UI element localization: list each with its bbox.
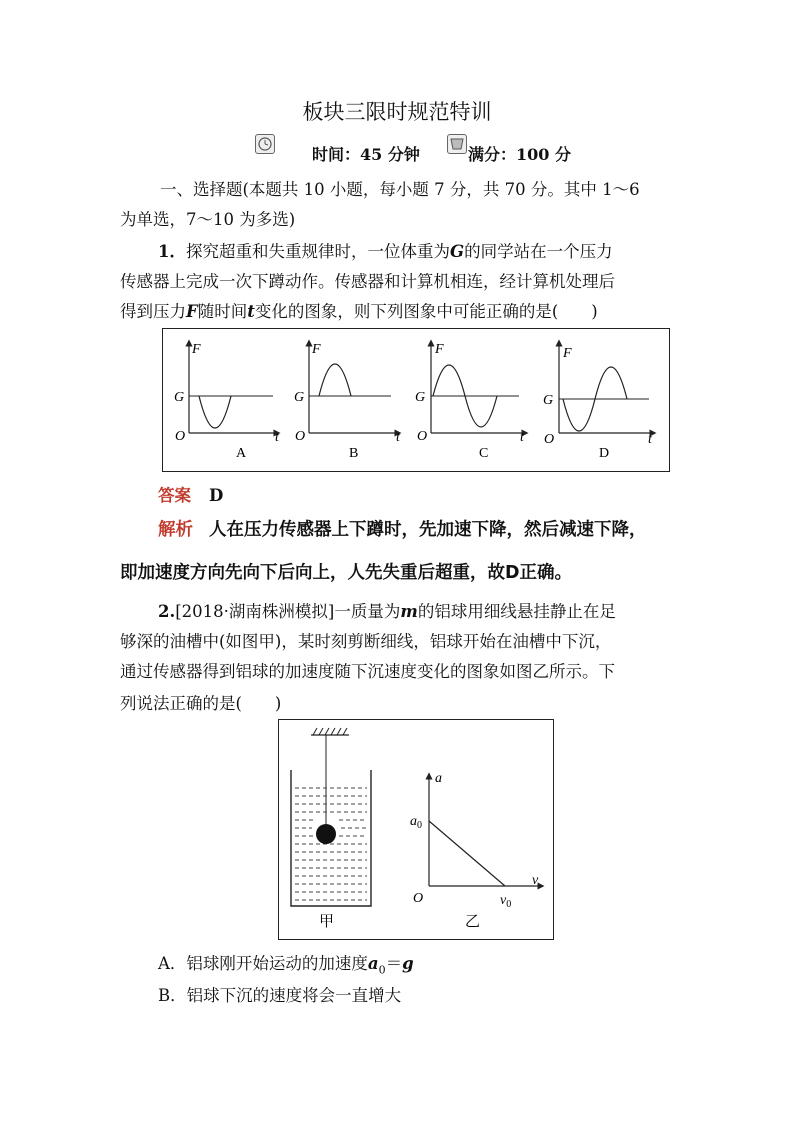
graph-c-g: G <box>415 390 426 405</box>
q1-analysis-line-1 <box>158 516 647 541</box>
graph-d-label: D <box>599 446 610 461</box>
q2-option-b: B．铝球下沉的速度将会一直增大 <box>158 986 402 1005</box>
graph-d-o: O <box>544 432 555 447</box>
q1-var-t: t <box>247 302 255 321</box>
time-label: 时间：45 分钟 <box>312 145 420 164</box>
graph-d <box>543 343 653 461</box>
q2-line-4: 列说法正确的是( ) <box>120 694 282 713</box>
fig-label-yi: 乙 <box>465 914 481 930</box>
graph-a-f: F <box>192 342 201 357</box>
score-icon <box>447 134 467 154</box>
graph-c-o: O <box>417 429 428 444</box>
aluminum-ball <box>316 824 336 844</box>
q1-answer-line <box>158 482 223 506</box>
q2-source: [2018·湖南株洲模拟] <box>175 602 335 621</box>
q1-var-f: F <box>186 302 198 321</box>
q2-option-a-prefix: A．铝球刚开始运动的加速度 <box>158 954 368 973</box>
q1-text-3c: 变化的图象，则下列图象中可能正确的是( ) <box>254 302 598 321</box>
graph-c-label: C <box>479 446 489 461</box>
graph-b-g: G <box>294 390 305 405</box>
q2-axis-a: a <box>435 771 442 786</box>
q1-text-3a: 得到压力 <box>120 302 186 321</box>
score-label: 满分：100 分 <box>468 145 571 164</box>
graph-c <box>415 342 525 461</box>
graph-b-curve <box>319 364 351 396</box>
q1-var-g: G <box>449 242 465 261</box>
graph-a <box>174 342 280 461</box>
q1-text-1b: 的同学站在一个压力 <box>464 242 613 261</box>
analysis-text-1: 人在压力传感器上下蹲时，先加速下降，然后减速下降， <box>209 520 647 540</box>
q2-number: 2. <box>158 602 176 621</box>
q1-number: 1． <box>158 242 186 261</box>
q1-figure <box>162 328 670 472</box>
q2-option-a-g: g <box>402 954 414 973</box>
answer-label: 答案 <box>158 486 191 505</box>
q2-figure-svg <box>279 720 553 939</box>
q2-axis-v: v <box>532 873 539 888</box>
analysis-label: 解析 <box>158 520 193 540</box>
oil-lines <box>295 788 367 900</box>
q2-option-a-var: a <box>367 954 379 973</box>
graph-b-f: F <box>312 342 321 357</box>
q2-var-m: m <box>400 602 418 621</box>
q2-line-3: 通过传感器得到铝球的加速度随下沉速度变化的图象如图乙所示。下 <box>120 662 615 681</box>
q2-line-1 <box>158 598 616 622</box>
graph-b-label: B <box>349 446 359 461</box>
q2-option-a <box>158 950 414 976</box>
graph-a-curve <box>199 396 231 428</box>
q2-text-1a: 一质量为 <box>334 602 401 621</box>
q2-option-a-eq: ＝ <box>385 954 403 973</box>
q2-figure <box>278 719 554 940</box>
q2-line-2: 够深的油槽中(如图甲)，某时刻剪断细线，铝球开始在油槽中下沉， <box>120 632 612 651</box>
q1-text-3b: 随时间 <box>197 302 248 321</box>
graph-c-f: F <box>435 342 444 357</box>
q2-line <box>429 821 505 886</box>
q1-line-3 <box>120 298 598 322</box>
graph-d-g: G <box>543 393 554 408</box>
graph-d-t: t <box>648 432 652 447</box>
graph-b-t: t <box>396 430 400 445</box>
graph-a-label: A <box>236 446 247 461</box>
clock-icon <box>255 134 275 154</box>
ceiling-hatch <box>311 728 349 735</box>
section-line-2: 为单选，7～10 为多选) <box>120 210 296 229</box>
graph-a-t: t <box>275 430 279 445</box>
fig-label-jia: 甲 <box>319 914 335 930</box>
q1-line-2: 传感器上完成一次下蹲动作。传感器和计算机相连，经计算机处理后 <box>120 272 615 291</box>
graph-d-f: F <box>563 346 572 361</box>
graph-b <box>294 342 401 461</box>
graph-b-o: O <box>295 429 306 444</box>
q1-graphs-svg <box>163 329 669 471</box>
graph-a-g: G <box>174 390 185 405</box>
q1-analysis-line-2: 即加速度方向先向下后向上，人先失重后超重，故D正确。 <box>120 563 573 583</box>
q2-v0: $v_0$ <box>500 893 512 910</box>
q1-text-1a: 探究超重和失重规律时，一位体重为 <box>185 242 450 261</box>
section-line-1: 一、选择题(本题共 10 小题，每小题 7 分，共 70 分。其中 1～6 <box>160 180 640 199</box>
q1-line-1 <box>158 238 613 262</box>
graph-a-o: O <box>175 429 186 444</box>
q2-text-1b: 的铝球用细线悬挂静止在足 <box>417 602 616 621</box>
graph-c-t: t <box>520 430 524 445</box>
answer-value: D <box>209 486 224 505</box>
q2-origin: O <box>413 891 424 906</box>
q2-a0: $a_0$ <box>410 814 422 831</box>
page-title: 板块三限时规范特训 <box>302 100 492 124</box>
q2-option-a-sub: 0 <box>378 963 386 977</box>
